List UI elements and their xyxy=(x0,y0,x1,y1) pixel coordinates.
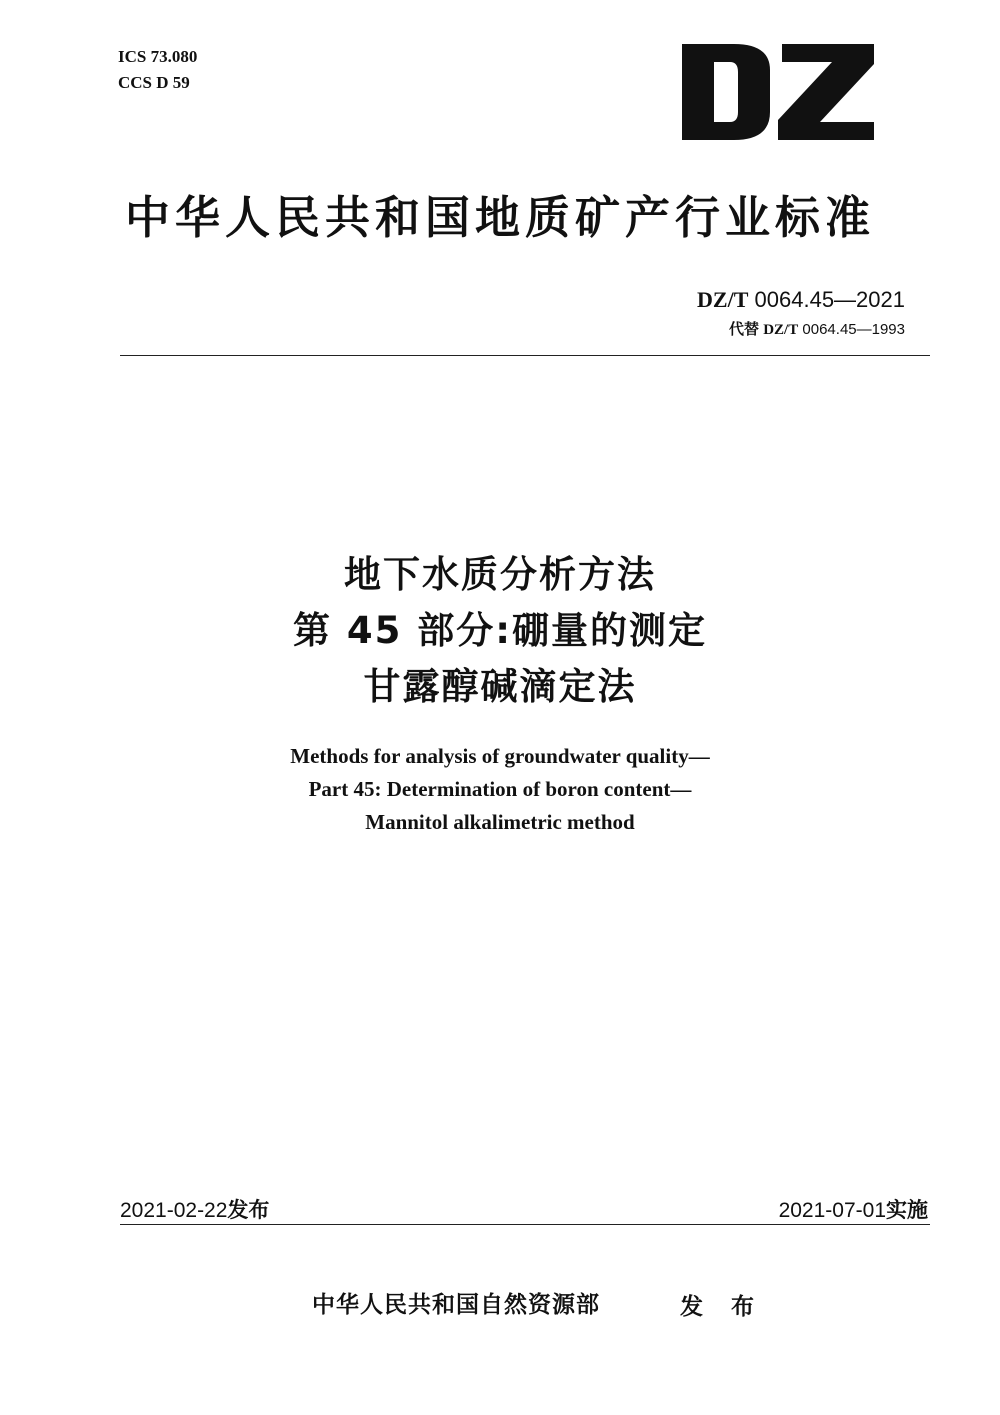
dz-logo-letter-d xyxy=(682,44,770,140)
top-divider xyxy=(120,355,930,356)
replaces-number: 0064.45—1993 xyxy=(802,321,905,338)
ccs-code: CCS D 59 xyxy=(118,73,190,92)
implement-label: 实施 xyxy=(886,1198,928,1222)
chinese-title xyxy=(0,547,1000,715)
replaces-label: 代替 xyxy=(729,320,760,338)
dz-logo xyxy=(678,36,878,146)
english-title xyxy=(0,740,1000,839)
dz-logo-letter-z xyxy=(778,44,874,140)
publisher-name: 中华人民共和国自然资源部 xyxy=(312,1292,600,1318)
chinese-title-line-1: 地下水质分析方法 xyxy=(344,553,656,596)
chinese-title-line-2: 第 45 部分:硼量的测定 xyxy=(292,609,708,652)
chinese-title-line-3: 甘露醇碱滴定法 xyxy=(363,665,637,708)
standard-number xyxy=(697,285,905,315)
issue-label: 发布 xyxy=(227,1198,270,1222)
bottom-divider xyxy=(120,1224,930,1225)
implement-date-line xyxy=(779,1196,928,1225)
publish-label: 发 布 xyxy=(680,1294,765,1320)
replaces-prefix: DZ/T xyxy=(763,322,799,338)
ics-code: ICS 73.080 xyxy=(118,47,198,66)
issue-date-line xyxy=(120,1196,269,1225)
implement-date: 2021-07-01 xyxy=(778,1199,886,1222)
replaces-line xyxy=(729,318,905,341)
standard-number-prefix: DZ/T xyxy=(697,287,749,312)
english-title-line-2: Part 45: Determination of boron content— xyxy=(308,777,692,801)
classification-codes xyxy=(118,44,197,96)
standard-number-value: 0064.45—2021 xyxy=(754,287,905,312)
issue-date: 2021-02-22 xyxy=(120,1199,228,1222)
english-title-line-3: Mannitol alkalimetric method xyxy=(365,810,635,834)
standard-category-title: 中华人民共和国地质矿产行业标准 xyxy=(124,191,875,244)
english-title-line-1: Methods for analysis of groundwater quality— xyxy=(290,744,710,768)
